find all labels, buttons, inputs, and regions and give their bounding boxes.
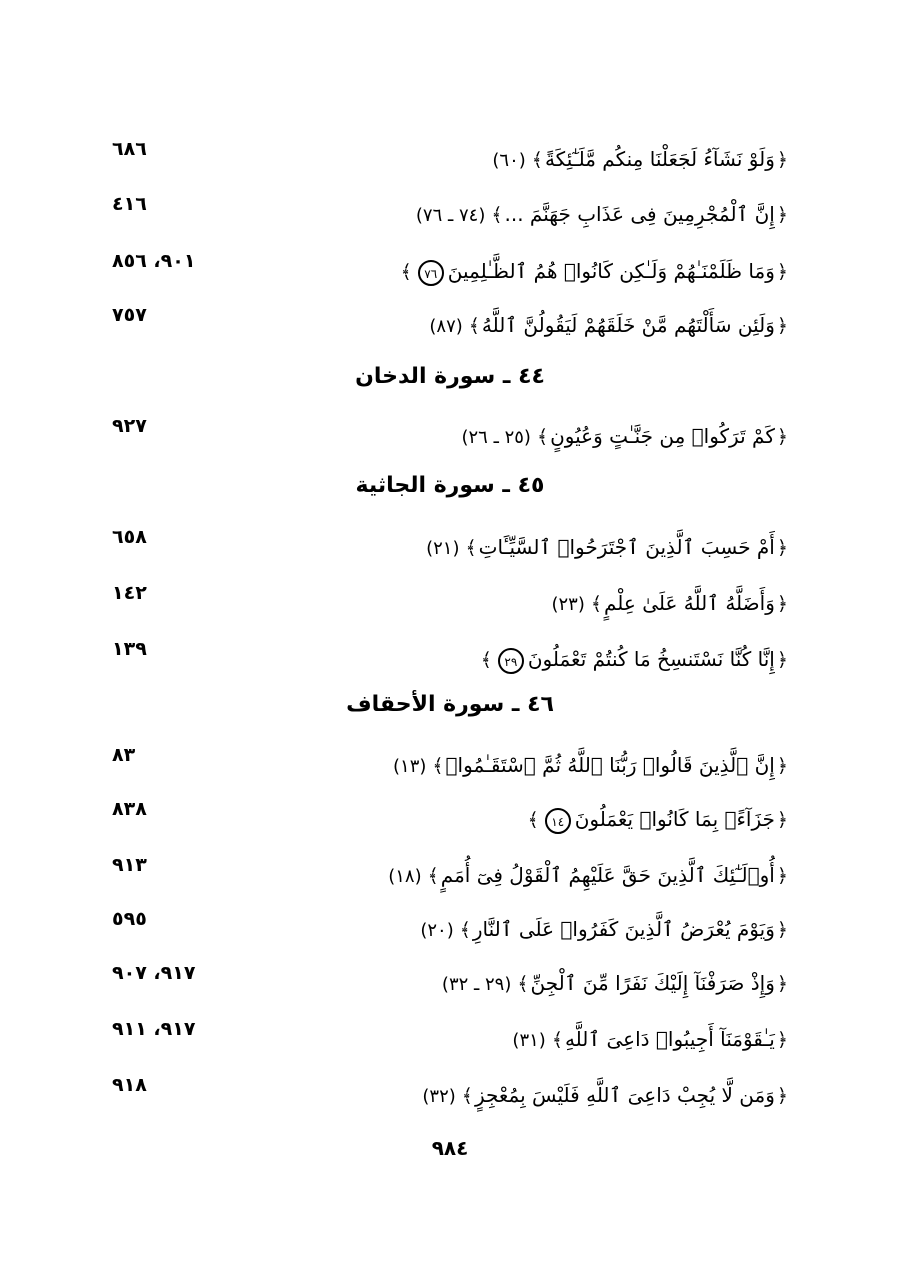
ornament-close-icon: ﴾	[427, 865, 439, 887]
verse-words: إِنَّ ٱلْمُجْرِمِينَ فِى عَذَابِ جَهَنَّمَ ...	[504, 202, 775, 226]
ornament-open-icon: ﴿	[776, 204, 788, 226]
ornament-close-icon: ﴾	[459, 919, 471, 941]
verse-words: وَمَا ظَلَمْنَـٰهُمْ وَلَـٰكِن كَانُوا۟ هُمُ ٱلظَّـٰلِمِينَ	[447, 259, 775, 283]
verse-entry	[100, 300, 800, 350]
ayah-end-marker-icon: ١٤	[545, 808, 571, 834]
verse-text	[508, 1014, 790, 1066]
surah-heading: ٤٥ ـ سورة الجاثية	[355, 473, 545, 498]
surah-heading: ٤٦ ـ سورة الأحقاف	[346, 692, 554, 717]
ornament-close-icon: ﴾	[465, 537, 477, 559]
ornament-open-icon: ﴿	[776, 809, 788, 831]
verse-words: وَلَوْ نَشَآءُ لَجَعَلْنَا مِنكُم مَّلَـٰٓئِكَةً	[544, 147, 775, 171]
verse-entry	[100, 411, 800, 461]
verse-entry	[100, 246, 800, 296]
page-reference: ٩١٧، ٩٠٧	[112, 962, 196, 984]
verse-entry	[100, 634, 800, 684]
verse-words: جَزَآءًۢ بِمَا كَانُوا۟ يَعْمَلُونَ	[574, 807, 775, 831]
verse-text	[422, 522, 790, 574]
page-reference: ٦٥٨	[112, 526, 147, 548]
verse-words: وَلَئِن سَأَلْتَهُم مَّنْ خَلَقَهُمْ لَيَقُولُنَّ ٱللَّهُ	[481, 313, 775, 337]
page-reference: ٨٣	[112, 744, 136, 766]
verse-entry	[100, 794, 800, 844]
ornament-close-icon: ﴾	[480, 649, 492, 671]
page-reference: ١٣٩	[112, 638, 147, 660]
verse-words: أُو۟لَـٰٓئِكَ ٱلَّذِينَ حَقَّ عَلَيْهِمُ ٱلْقَوْلُ فِىٓ أُمَمٍ	[440, 863, 775, 887]
page-reference: ٩٠١، ٨٥٦	[112, 250, 196, 272]
ornament-close-icon: ﴾	[461, 1085, 473, 1107]
verse-entry	[100, 904, 800, 954]
verse-text	[547, 578, 790, 630]
verse-entry	[100, 850, 800, 900]
verse-words: يَـٰقَوْمَنَآ أَجِيبُوا۟ دَاعِىَ ٱللَّهِ	[564, 1027, 775, 1051]
ornament-close-icon: ﴾	[468, 315, 480, 337]
verse-number: (٢١)	[426, 538, 460, 559]
ornament-open-icon: ﴿	[776, 649, 788, 671]
verse-text	[384, 850, 790, 902]
ornament-close-icon: ﴾	[400, 261, 412, 283]
verse-words: إِنَّا كُنَّا نَسْتَنسِخُ مَا كُنتُمْ تَعْمَلُونَ	[527, 647, 775, 671]
verse-number: (٢٥ ـ ٢٦)	[461, 427, 531, 448]
ornament-close-icon: ﴾	[491, 204, 503, 226]
verse-number: (٧٤ ـ ٧٦)	[415, 205, 486, 226]
verse-text	[479, 634, 790, 685]
ayah-end-marker-icon: ٧٦	[418, 260, 444, 286]
ornament-open-icon: ﴿	[776, 1085, 788, 1107]
verse-number: (٢٣)	[551, 594, 585, 615]
verse-entry	[100, 134, 800, 184]
verse-words: وَأَضَلَّهُ ٱللَّهُ عَلَىٰ عِلْمٍ	[604, 591, 775, 615]
verse-number: (٣٢)	[422, 1086, 456, 1107]
verse-words: أَمْ حَسِبَ ٱلَّذِينَ ٱجْتَرَحُوا۟ ٱلسَّيِّـَٔاتِ	[478, 535, 775, 559]
verse-text	[416, 904, 790, 956]
verse-text	[418, 1070, 790, 1122]
page-reference: ٧٥٧	[112, 304, 147, 326]
verse-number: (١٣)	[393, 756, 427, 777]
verse-entry	[100, 958, 800, 1008]
verse-entry	[100, 522, 800, 572]
verse-text	[425, 300, 790, 352]
page-reference: ٤١٦	[112, 193, 147, 215]
verse-entry	[100, 740, 800, 790]
ornament-open-icon: ﴿	[776, 149, 788, 171]
verse-number: (٨٧)	[429, 316, 463, 337]
verse-text	[399, 246, 790, 297]
ornament-open-icon: ﴿	[776, 865, 788, 887]
verse-number: (٣١)	[512, 1030, 546, 1051]
ornament-open-icon: ﴿	[776, 755, 788, 777]
ornament-open-icon: ﴿	[776, 315, 788, 337]
ornament-open-icon: ﴿	[776, 973, 788, 995]
verse-text	[457, 411, 790, 463]
ornament-open-icon: ﴿	[776, 537, 788, 559]
surah-heading: ٤٤ ـ سورة الدخان	[355, 364, 545, 389]
ornament-close-icon: ﴾	[536, 426, 549, 448]
page-reference: ٩١٨	[112, 1074, 147, 1096]
verse-text	[526, 794, 790, 845]
verse-words: وَيَوْمَ يُعْرَضُ ٱلَّذِينَ كَفَرُوا۟ عَلَى ٱلنَّارِ	[472, 917, 775, 941]
verse-words: وَإِذْ صَرَفْنَآ إِلَيْكَ نَفَرًا مِّنَ ٱلْجِنِّ	[530, 971, 775, 995]
ayah-end-marker-icon: ٢٩	[498, 648, 524, 674]
ornament-close-icon: ﴾	[531, 149, 543, 171]
verse-number: (٦٠)	[492, 150, 526, 171]
page-reference: ٩١٧، ٩١١	[112, 1018, 196, 1040]
verse-text	[488, 134, 790, 186]
verse-entry	[100, 1014, 800, 1064]
ornament-open-icon: ﴿	[776, 919, 788, 941]
ornament-close-icon: ﴾	[517, 973, 529, 995]
verse-entry	[100, 578, 800, 628]
ornament-open-icon: ﴿	[776, 426, 788, 448]
verse-text	[438, 958, 790, 1010]
ornament-open-icon: ﴿	[776, 261, 788, 283]
verse-text	[389, 740, 790, 792]
verse-number: (١٨)	[388, 866, 422, 887]
page-reference: ٨٣٨	[112, 798, 147, 820]
page-reference: ٥٩٥	[112, 908, 147, 930]
verse-entry	[100, 189, 800, 239]
verse-words: وَمَن لَّا يُجِبْ دَاعِىَ ٱللَّهِ فَلَيْسَ بِمُعْجِزٍ	[474, 1083, 775, 1107]
verse-entry	[100, 1070, 800, 1120]
ornament-close-icon: ﴾	[432, 755, 444, 777]
verse-text	[412, 189, 790, 241]
verse-words: إِنَّ ٱلَّذِينَ قَالُوا۟ رَبُّنَا ٱللَّهُ ثُمَّ ٱسْتَقَـٰمُوا۟	[445, 753, 775, 777]
ornament-close-icon: ﴾	[551, 1029, 563, 1051]
page-reference: ٩٢٧	[112, 415, 147, 437]
page-reference: ٩١٣	[112, 854, 147, 876]
page-reference: ١٤٢	[112, 582, 147, 604]
verse-words: كَمْ تَرَكُوا۟ مِن جَنَّـٰتٍ وَعُيُونٍ	[550, 424, 775, 448]
ornament-open-icon: ﴿	[776, 593, 788, 615]
verse-number: (٢٠)	[420, 920, 454, 941]
page-reference: ٦٨٦	[112, 138, 147, 160]
ornament-open-icon: ﴿	[776, 1029, 788, 1051]
ornament-close-icon: ﴾	[527, 809, 539, 831]
verse-number: (٢٩ ـ ٣٢)	[441, 974, 512, 995]
page-number: ٩٨٤	[431, 1136, 469, 1160]
ornament-close-icon: ﴾	[590, 593, 602, 615]
